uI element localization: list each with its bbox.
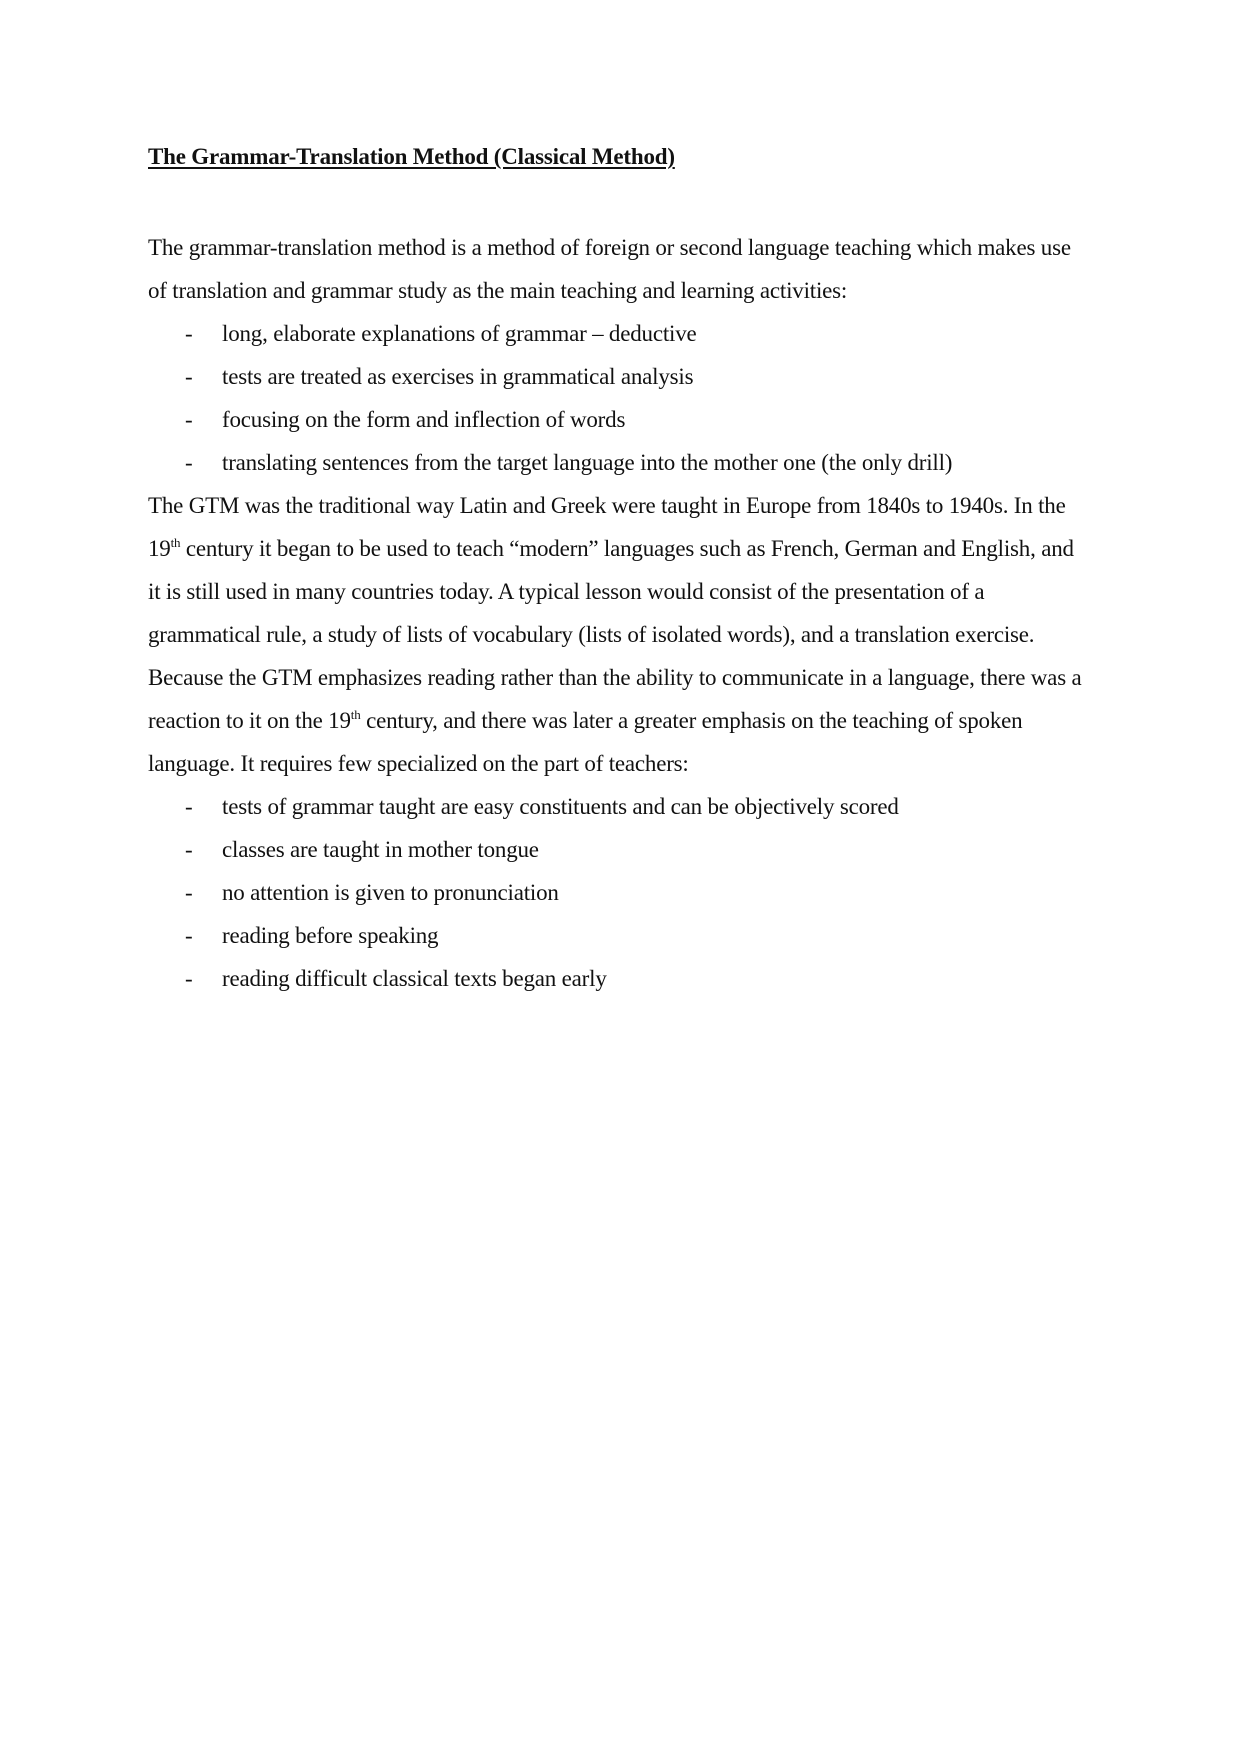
list-item: - long, elaborate explanations of grammar – deductive	[148, 312, 1088, 355]
dash-bullet-icon: -	[185, 923, 193, 948]
dash-bullet-icon: -	[185, 794, 193, 819]
list-item: - focusing on the form and inflection of words	[148, 398, 1088, 441]
dash-bullet-icon: -	[185, 407, 193, 432]
list-item: - no attention is given to pronunciation	[148, 871, 1088, 914]
list-item: - classes are taught in mother tongue	[148, 828, 1088, 871]
dash-bullet-icon: -	[185, 364, 193, 389]
document-page	[148, 142, 1088, 1000]
document-title: The Grammar-Translation Method (Classical Method)	[148, 144, 675, 169]
list-item: - translating sentences from the target language into the mother one (the only drill)	[148, 441, 1088, 484]
list-item: - tests are treated as exercises in grammatical analysis	[148, 355, 1088, 398]
characteristics-list	[148, 785, 1088, 1000]
body-paragraph: The GTM was the traditional way Latin and Greek were taught in Europe from 1840s to 1940s. In the 19th century it began to be used to teach “modern” languages such as French, German and English, and it is still used in many countries today. A typical lesson would consist of the presentation of a grammatical rule, a study of lists of vocabulary (lists of isolated words), and a translation exercise. Because the GTM emphasizes reading rather than the ability to communicate in a language, there was a reaction to it on the 19th century, and there was later a greater emphasis on the teaching of spoken language. It requires few specialized on the part of teachers:	[148, 493, 1082, 776]
dash-bullet-icon: -	[185, 880, 193, 905]
superscript-th: th	[170, 535, 181, 550]
dash-bullet-icon: -	[185, 450, 193, 475]
dash-bullet-icon: -	[185, 321, 193, 346]
list-item: - reading before speaking	[148, 914, 1088, 957]
features-list	[148, 312, 1088, 484]
superscript-th: th	[350, 707, 361, 722]
list-item: - tests of grammar taught are easy constituents and can be objectively scored	[148, 785, 1088, 828]
dash-bullet-icon: -	[185, 966, 193, 991]
dash-bullet-icon: -	[185, 837, 193, 862]
list-item: - reading difficult classical texts began early	[148, 957, 1088, 1000]
intro-paragraph: The grammar-translation method is a method of foreign or second language teaching which makes use of translation and grammar study as the main teaching and learning activities:	[148, 235, 1071, 303]
